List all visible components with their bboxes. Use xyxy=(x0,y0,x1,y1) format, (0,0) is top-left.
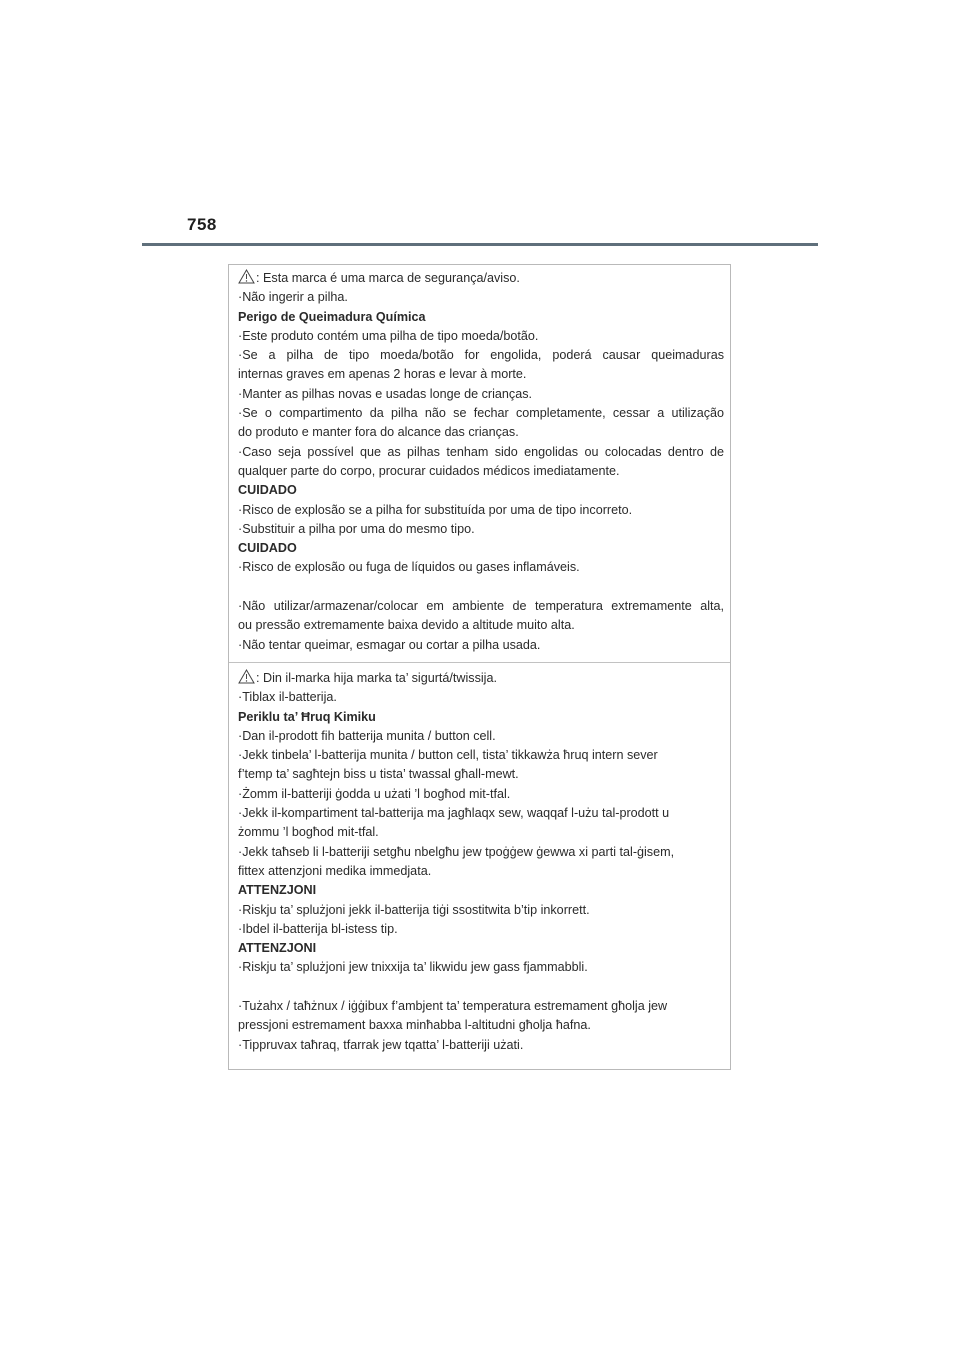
temperature-line-2: ou pressão extremamente baixa devido a altitude muito alta. xyxy=(238,618,575,633)
no-burn-crush: ·Tippruvax taħraq, tfarrak jew tqatta’ l-batteriji użati. xyxy=(238,1037,524,1052)
swallowed-line-1: ·Jekk tinbela’ l-batterija munita / button cell, tista’ tikkawża ħruq intern sever xyxy=(238,748,658,763)
warning-triangle-icon xyxy=(238,269,255,284)
replace-same: ·Ibdel il-batterija bl-istess tip. xyxy=(238,921,398,936)
portuguese-section xyxy=(238,269,724,655)
temperature-line-1: ·Tużahx / taħżnux / iġġibux f’ambjent ta’ temperatura estremament għolja jew xyxy=(238,999,668,1014)
no-burn-crush: ·Não tentar queimar, esmagar ou cortar a pilha usada. xyxy=(238,637,541,652)
compartment-line-2: do produto e manter fora do alcance das crianças. xyxy=(238,425,519,440)
temperature-line-1: ·Não utilizar/armazenar/colocar em ambiente de temperatura extremamente alta, xyxy=(238,599,724,614)
explosion-leak: ·Risco de explosão ou fuga de líquidos ou gases inflamáveis. xyxy=(238,560,580,575)
swallowed-line-2: internas graves em apenas 2 horas e levar à morte. xyxy=(238,367,527,382)
keep-away: ·Żomm il-batteriji ġodda u użati ’l bogħod mit-tfal. xyxy=(238,786,511,801)
swallowed-line-1: ·Se a pilha de tipo moeda/botão for engolida, poderá causar queimaduras xyxy=(238,348,724,363)
keep-away: ·Manter as pilhas novas e usadas longe de crianças. xyxy=(238,386,533,401)
contains-coin-cell: ·Este produto contém uma pilha de tipo moeda/botão. xyxy=(238,328,539,343)
explosion-incorrect: ·Risco de explosão se a pilha for substituída por uma de tipo incorreto. xyxy=(238,502,633,517)
spacer xyxy=(238,978,724,997)
battery-warning-box xyxy=(228,264,731,1070)
medical-line-1: ·Jekk taħseb li l-batteriji setgħu nbelgħu jew tpoġġew ġewwa xi parti tal-ġisem, xyxy=(238,844,675,859)
maltese-section xyxy=(238,669,724,1055)
spacer xyxy=(238,578,724,597)
chemical-burn-heading: Periklu ta’ Ħruq Kimiku xyxy=(238,709,376,724)
swallowed-line-2: f’temp ta’ sagħtejn biss u tista’ twassal għall-mewt. xyxy=(238,767,519,782)
compartment-line-1: ·Jekk il-kompartiment tal-batterija ma jagħlaqx sew, waqqaf l-użu tal-prodott u xyxy=(238,806,670,821)
intro-line xyxy=(238,669,724,688)
medical-line-1: ·Caso seja possível que as pilhas tenham sido engolidas ou colocadas dentro de xyxy=(238,444,724,459)
intro-text: : Din il-marka hija marka ta’ sigurtá/twissija. xyxy=(256,671,497,685)
header-rule xyxy=(142,243,818,246)
do-not-ingest: ·Tiblax il-batterija. xyxy=(238,690,337,705)
do-not-ingest: ·Não ingerir a pilha. xyxy=(238,290,348,305)
page-number: 758 xyxy=(187,215,217,234)
explosion-leak: ·Riskju ta’ splużjoni jew tnixxija ta’ likwidu jew gass fjammabbli. xyxy=(238,960,588,975)
warning-triangle-icon xyxy=(238,669,255,684)
intro-line xyxy=(238,269,724,288)
explosion-incorrect: ·Riskju ta’ splużjoni jekk il-batterija tiġi ssostitwita b’tip inkorrett. xyxy=(238,902,590,917)
temperature-line-2: pressjoni estremament baxxa minħabba l-altitudni għolja ħafna. xyxy=(238,1018,591,1033)
compartment-line-2: żommu ’l bogħod mit-tfal. xyxy=(238,825,379,840)
caution-heading-1: ATTENZJONI xyxy=(238,883,317,898)
caution-heading-2: CUIDADO xyxy=(238,541,297,556)
section-divider xyxy=(229,662,730,663)
medical-line-2: qualquer parte do corpo, procurar cuidados médicos imediatamente. xyxy=(238,463,620,478)
compartment-line-1: ·Se o compartimento da pilha não se fechar completamente, cessar a utilização xyxy=(238,406,724,421)
contains-coin-cell: ·Dan il-prodott fih batterija munita / button cell. xyxy=(238,728,496,743)
intro-text: : Esta marca é uma marca de segurança/aviso. xyxy=(256,271,520,285)
chemical-burn-heading: Perigo de Queimadura Química xyxy=(238,309,426,324)
medical-line-2: fittex attenzjoni medika immedjata. xyxy=(238,863,432,878)
caution-heading-2: ATTENZJONI xyxy=(238,941,317,956)
replace-same: ·Substituir a pilha por uma do mesmo tipo. xyxy=(238,521,475,536)
caution-heading-1: CUIDADO xyxy=(238,483,297,498)
